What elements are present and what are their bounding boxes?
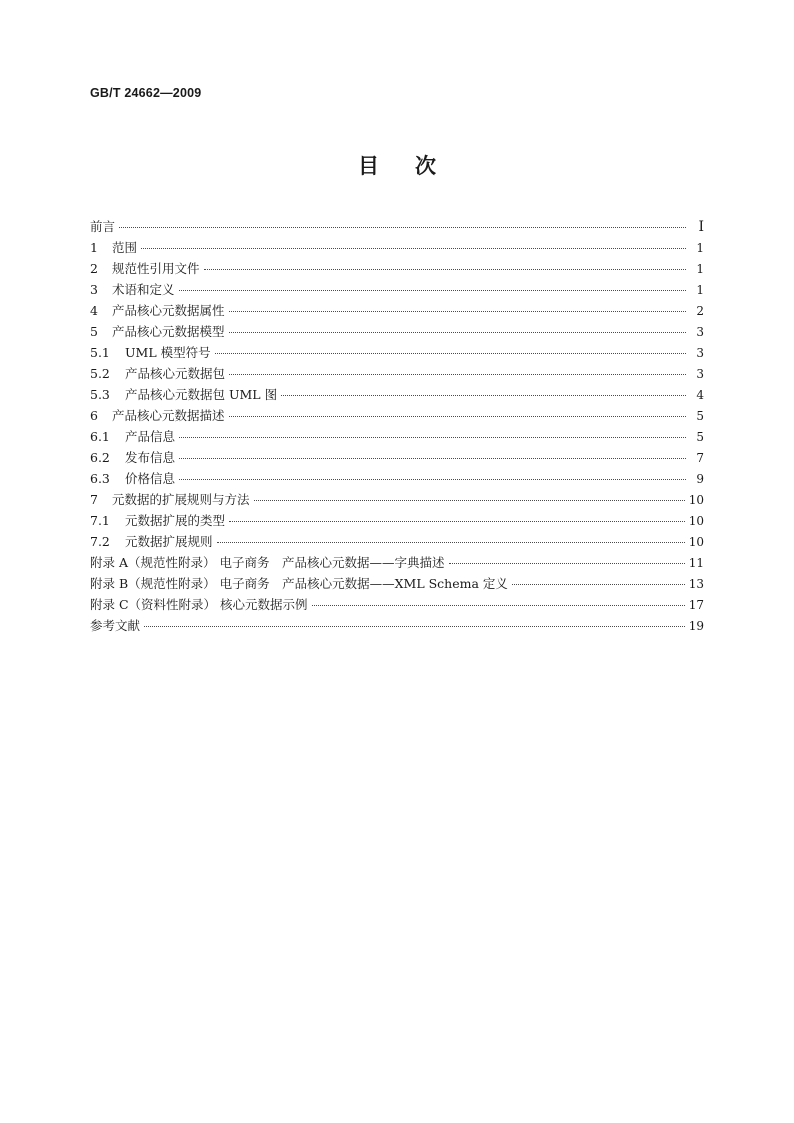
toc-entry-page: 11 bbox=[688, 556, 704, 570]
toc-dot-leader bbox=[281, 394, 686, 396]
toc-entry-label: UML 模型符号 bbox=[125, 345, 211, 360]
toc-entry-page: I bbox=[698, 219, 704, 235]
toc-entry-page: 19 bbox=[688, 619, 704, 633]
toc-entry-5[interactable] bbox=[90, 321, 704, 342]
toc-entry-number: 7.1 bbox=[90, 513, 110, 528]
toc-entry-6-3[interactable] bbox=[90, 468, 704, 489]
toc-entry-number: 5.2 bbox=[90, 366, 110, 381]
toc-entry-6-2[interactable] bbox=[90, 447, 704, 468]
toc-entry-page: 3 bbox=[696, 346, 704, 360]
toc-dot-leader bbox=[512, 583, 685, 585]
toc-entry-number: 5.1 bbox=[90, 345, 110, 360]
toc-entry-page: 7 bbox=[696, 451, 704, 465]
toc-entry-label: 元数据扩展的类型 bbox=[125, 513, 226, 528]
standard-code: GB/T 24662—2009 bbox=[90, 86, 202, 100]
toc-entry-page: 3 bbox=[696, 367, 704, 381]
toc-entry-page: 10 bbox=[688, 514, 704, 528]
toc-entry-number: 2 bbox=[90, 261, 98, 276]
toc-entry-label: 产品信息 bbox=[125, 429, 176, 444]
toc-dot-leader bbox=[229, 331, 686, 333]
toc-entry-page: 5 bbox=[696, 409, 704, 423]
toc-entry-5-2[interactable] bbox=[90, 363, 704, 384]
toc-dot-leader bbox=[144, 625, 685, 627]
toc-dot-leader bbox=[229, 415, 686, 417]
toc-entry-7[interactable] bbox=[90, 489, 704, 510]
toc-entry-number: 6.3 bbox=[90, 471, 110, 486]
toc-entry-label: 发布信息 bbox=[125, 450, 176, 465]
toc-dot-leader bbox=[119, 226, 686, 228]
toc-dot-leader bbox=[217, 541, 685, 543]
toc-entry-label: （规范性附录） 电子商务 产品核心元数据——字典描述 bbox=[128, 555, 445, 570]
toc-entry-page: 3 bbox=[696, 325, 704, 339]
toc-entry-appendix-b[interactable] bbox=[90, 573, 704, 594]
toc-entry-label: （规范性附录） 电子商务 产品核心元数据——XML Schema 定义 bbox=[128, 576, 508, 591]
toc-dot-leader bbox=[229, 310, 686, 312]
toc-entry-page: 4 bbox=[696, 388, 704, 402]
toc-entry-label: 范围 bbox=[112, 240, 138, 255]
toc-entry-number: 7.2 bbox=[90, 534, 110, 549]
toc-entry-page: 1 bbox=[696, 262, 704, 276]
toc-entry-label: 产品核心元数据包 UML 图 bbox=[125, 387, 278, 402]
toc-entry-6[interactable] bbox=[90, 405, 704, 426]
toc-entry-6-1[interactable] bbox=[90, 426, 704, 447]
toc-dot-leader bbox=[449, 562, 685, 564]
toc-entry-appendix-c[interactable] bbox=[90, 594, 704, 615]
toc-entry-number: 附录 C bbox=[90, 597, 129, 612]
toc-entry-page: 10 bbox=[688, 493, 704, 507]
toc-dot-leader bbox=[204, 268, 686, 270]
toc-entry-5-3[interactable] bbox=[90, 384, 704, 405]
toc-entry-label: （资料性附录） 核心元数据示例 bbox=[128, 597, 308, 612]
toc-dot-leader bbox=[141, 247, 686, 249]
toc-entry-page: 17 bbox=[688, 598, 704, 612]
toc-entry-label: 产品核心元数据属性 bbox=[112, 303, 225, 318]
toc-entry-1[interactable] bbox=[90, 237, 704, 258]
toc-entry-7-1[interactable] bbox=[90, 510, 704, 531]
toc-entry-label: 规范性引用文件 bbox=[112, 261, 200, 276]
toc-entry-number: 6.2 bbox=[90, 450, 110, 465]
toc-dot-leader bbox=[229, 520, 685, 522]
toc-dot-leader bbox=[179, 436, 686, 438]
toc-entry-number: 5 bbox=[90, 324, 98, 339]
toc-entry-label: 产品核心元数据描述 bbox=[112, 408, 225, 423]
toc-entry-label: 术语和定义 bbox=[112, 282, 175, 297]
toc-entry-page: 13 bbox=[688, 577, 704, 591]
toc-entry-label: 产品核心元数据包 bbox=[125, 366, 226, 381]
toc-entry-page: 2 bbox=[696, 304, 704, 318]
toc-entry-7-2[interactable] bbox=[90, 531, 704, 552]
toc-entry-page: 5 bbox=[696, 430, 704, 444]
toc-entry-number: 6.1 bbox=[90, 429, 110, 444]
toc-entry-page: 9 bbox=[696, 472, 704, 486]
toc-entry-foreword[interactable] bbox=[90, 216, 704, 237]
toc-entry-number: 附录 B bbox=[90, 576, 129, 591]
toc-entry-number: 1 bbox=[90, 240, 98, 255]
toc-entry-number: 4 bbox=[90, 303, 98, 318]
toc-entry-label: 元数据扩展规则 bbox=[125, 534, 213, 549]
toc-entry-number: 6 bbox=[90, 408, 98, 423]
toc-entry-3[interactable] bbox=[90, 279, 704, 300]
toc-entry-label: 前言 bbox=[90, 219, 116, 234]
toc-dot-leader bbox=[179, 478, 686, 480]
toc-entry-label: 元数据的扩展规则与方法 bbox=[112, 492, 250, 507]
toc-entry-appendix-a[interactable] bbox=[90, 552, 704, 573]
toc-dot-leader bbox=[215, 352, 686, 354]
toc-entry-number: 7 bbox=[90, 492, 98, 507]
toc-entry-page: 10 bbox=[688, 535, 704, 549]
toc-dot-leader bbox=[229, 373, 686, 375]
toc-entry-references[interactable] bbox=[90, 615, 704, 636]
toc-dot-leader bbox=[312, 604, 685, 606]
toc-entry-2[interactable] bbox=[90, 258, 704, 279]
toc-entry-number: 附录 A bbox=[90, 555, 129, 570]
table-of-contents bbox=[90, 216, 704, 636]
toc-entry-number: 5.3 bbox=[90, 387, 110, 402]
toc-dot-leader bbox=[254, 499, 685, 501]
toc-entry-page: 1 bbox=[696, 283, 704, 297]
toc-entry-4[interactable] bbox=[90, 300, 704, 321]
toc-entry-number: 3 bbox=[90, 282, 98, 297]
page-title: 目次 bbox=[358, 153, 472, 178]
toc-entry-label: 产品核心元数据模型 bbox=[112, 324, 225, 339]
toc-entry-page: 1 bbox=[696, 241, 704, 255]
toc-entry-label: 价格信息 bbox=[125, 471, 176, 486]
toc-entry-5-1[interactable] bbox=[90, 342, 704, 363]
toc-dot-leader bbox=[179, 289, 686, 291]
toc-entry-label: 参考文献 bbox=[90, 618, 141, 633]
toc-dot-leader bbox=[179, 457, 686, 459]
